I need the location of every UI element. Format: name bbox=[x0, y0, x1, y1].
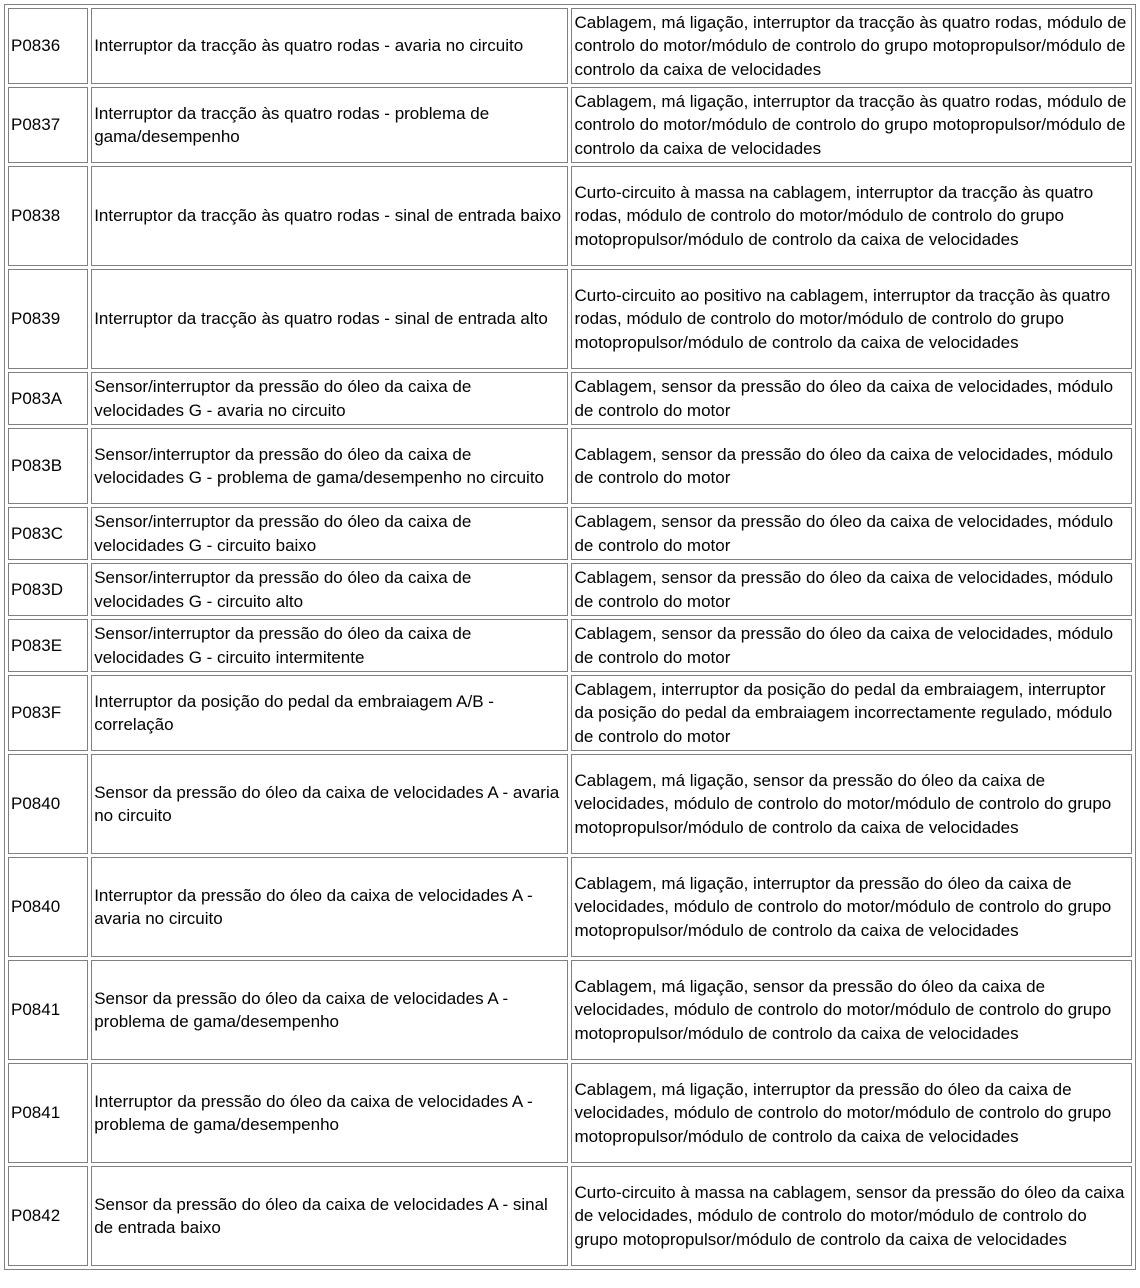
dtc-causes: Cablagem, sensor da pressão do óleo da caixa de velocidades, módulo de controlo do motor bbox=[571, 372, 1132, 425]
table-row bbox=[8, 563, 1132, 616]
dtc-causes: Cablagem, má ligação, sensor da pressão do óleo da caixa de velocidades, módulo de controlo do motor/módulo de controlo do grupo motopropulsor/módulo de controlo da caixa de velocidades bbox=[571, 754, 1132, 854]
dtc-description: Interruptor da pressão do óleo da caixa de velocidades A - problema de gama/desempenho bbox=[91, 1063, 568, 1163]
dtc-causes: Cablagem, má ligação, sensor da pressão do óleo da caixa de velocidades, módulo de controlo do motor/módulo de controlo do grupo motopropulsor/módulo de controlo da caixa de velocidades bbox=[571, 960, 1132, 1060]
dtc-causes: Cablagem, má ligação, interruptor da pressão do óleo da caixa de velocidades, módulo de controlo do motor/módulo de controlo do grupo motopropulsor/módulo de controlo da caixa de velocidades bbox=[571, 857, 1132, 957]
table-row bbox=[8, 675, 1132, 751]
dtc-causes: Curto-circuito ao positivo na cablagem, interruptor da tracção às quatro rodas, módulo de controlo do motor/módulo de controlo do grupo motopropulsor/módulo de controlo da caixa de velocidades bbox=[571, 269, 1132, 369]
dtc-code: P083C bbox=[8, 507, 88, 560]
dtc-causes: Cablagem, má ligação, interruptor da tracção às quatro rodas, módulo de controlo do motor/módulo de controlo do grupo motopropulsor/módulo de controlo da caixa de velocidades bbox=[571, 87, 1132, 163]
table-row bbox=[8, 1166, 1132, 1266]
dtc-code: P0840 bbox=[8, 857, 88, 957]
table-row bbox=[8, 754, 1132, 854]
dtc-description: Sensor/interruptor da pressão do óleo da caixa de velocidades G - circuito intermitente bbox=[91, 619, 568, 672]
dtc-code: P083D bbox=[8, 563, 88, 616]
dtc-description: Sensor/interruptor da pressão do óleo da caixa de velocidades G - circuito baixo bbox=[91, 507, 568, 560]
table-row bbox=[8, 8, 1132, 84]
dtc-code: P083F bbox=[8, 675, 88, 751]
dtc-causes: Cablagem, sensor da pressão do óleo da caixa de velocidades, módulo de controlo do motor bbox=[571, 563, 1132, 616]
dtc-causes: Curto-circuito à massa na cablagem, interruptor da tracção às quatro rodas, módulo de controlo do motor/módulo de controlo do grupo motopropulsor/módulo de controlo da caixa de velocidades bbox=[571, 166, 1132, 266]
dtc-code: P0840 bbox=[8, 754, 88, 854]
dtc-description: Interruptor da tracção às quatro rodas - problema de gama/desempenho bbox=[91, 87, 568, 163]
table-row bbox=[8, 857, 1132, 957]
dtc-code: P0841 bbox=[8, 1063, 88, 1163]
dtc-description: Interruptor da tracção às quatro rodas - sinal de entrada baixo bbox=[91, 166, 568, 266]
dtc-causes: Cablagem, sensor da pressão do óleo da caixa de velocidades, módulo de controlo do motor bbox=[571, 507, 1132, 560]
dtc-description: Sensor/interruptor da pressão do óleo da caixa de velocidades G - problema de gama/desempenho no circuito bbox=[91, 428, 568, 504]
dtc-causes: Curto-circuito à massa na cablagem, sensor da pressão do óleo da caixa de velocidades, módulo de controlo do motor/módulo de controlo do grupo motopropulsor/módulo de controlo da caixa de velocidades bbox=[571, 1166, 1132, 1266]
dtc-causes: Cablagem, sensor da pressão do óleo da caixa de velocidades, módulo de controlo do motor bbox=[571, 428, 1132, 504]
dtc-table-body bbox=[8, 8, 1132, 1266]
dtc-table bbox=[4, 4, 1136, 1270]
dtc-code: P0841 bbox=[8, 960, 88, 1060]
dtc-code: P0842 bbox=[8, 1166, 88, 1266]
dtc-code: P0838 bbox=[8, 166, 88, 266]
dtc-description: Interruptor da pressão do óleo da caixa de velocidades A - avaria no circuito bbox=[91, 857, 568, 957]
dtc-code: P083E bbox=[8, 619, 88, 672]
dtc-code: P083A bbox=[8, 372, 88, 425]
dtc-description: Interruptor da tracção às quatro rodas - avaria no circuito bbox=[91, 8, 568, 84]
dtc-code: P0836 bbox=[8, 8, 88, 84]
table-row bbox=[8, 87, 1132, 163]
dtc-causes: Cablagem, sensor da pressão do óleo da caixa de velocidades, módulo de controlo do motor bbox=[571, 619, 1132, 672]
dtc-description: Sensor da pressão do óleo da caixa de velocidades A - avaria no circuito bbox=[91, 754, 568, 854]
table-row bbox=[8, 960, 1132, 1060]
table-row bbox=[8, 507, 1132, 560]
dtc-description: Interruptor da tracção às quatro rodas - sinal de entrada alto bbox=[91, 269, 568, 369]
table-row bbox=[8, 269, 1132, 369]
dtc-description: Sensor da pressão do óleo da caixa de velocidades A - problema de gama/desempenho bbox=[91, 960, 568, 1060]
table-row bbox=[8, 166, 1132, 266]
dtc-description: Sensor/interruptor da pressão do óleo da caixa de velocidades G - circuito alto bbox=[91, 563, 568, 616]
dtc-description: Sensor da pressão do óleo da caixa de velocidades A - sinal de entrada baixo bbox=[91, 1166, 568, 1266]
dtc-causes: Cablagem, interruptor da posição do pedal da embraiagem, interruptor da posição do pedal da embraiagem incorrectamente regulado, módulo de controlo do motor bbox=[571, 675, 1132, 751]
dtc-code: P083B bbox=[8, 428, 88, 504]
dtc-causes: Cablagem, má ligação, interruptor da tracção às quatro rodas, módulo de controlo do motor/módulo de controlo do grupo motopropulsor/módulo de controlo da caixa de velocidades bbox=[571, 8, 1132, 84]
dtc-description: Interruptor da posição do pedal da embraiagem A/B - correlação bbox=[91, 675, 568, 751]
table-row bbox=[8, 619, 1132, 672]
table-row bbox=[8, 1063, 1132, 1163]
dtc-code: P0837 bbox=[8, 87, 88, 163]
dtc-description: Sensor/interruptor da pressão do óleo da caixa de velocidades G - avaria no circuito bbox=[91, 372, 568, 425]
table-row bbox=[8, 428, 1132, 504]
table-row bbox=[8, 372, 1132, 425]
dtc-code: P0839 bbox=[8, 269, 88, 369]
dtc-causes: Cablagem, má ligação, interruptor da pressão do óleo da caixa de velocidades, módulo de controlo do motor/módulo de controlo do grupo motopropulsor/módulo de controlo da caixa de velocidades bbox=[571, 1063, 1132, 1163]
